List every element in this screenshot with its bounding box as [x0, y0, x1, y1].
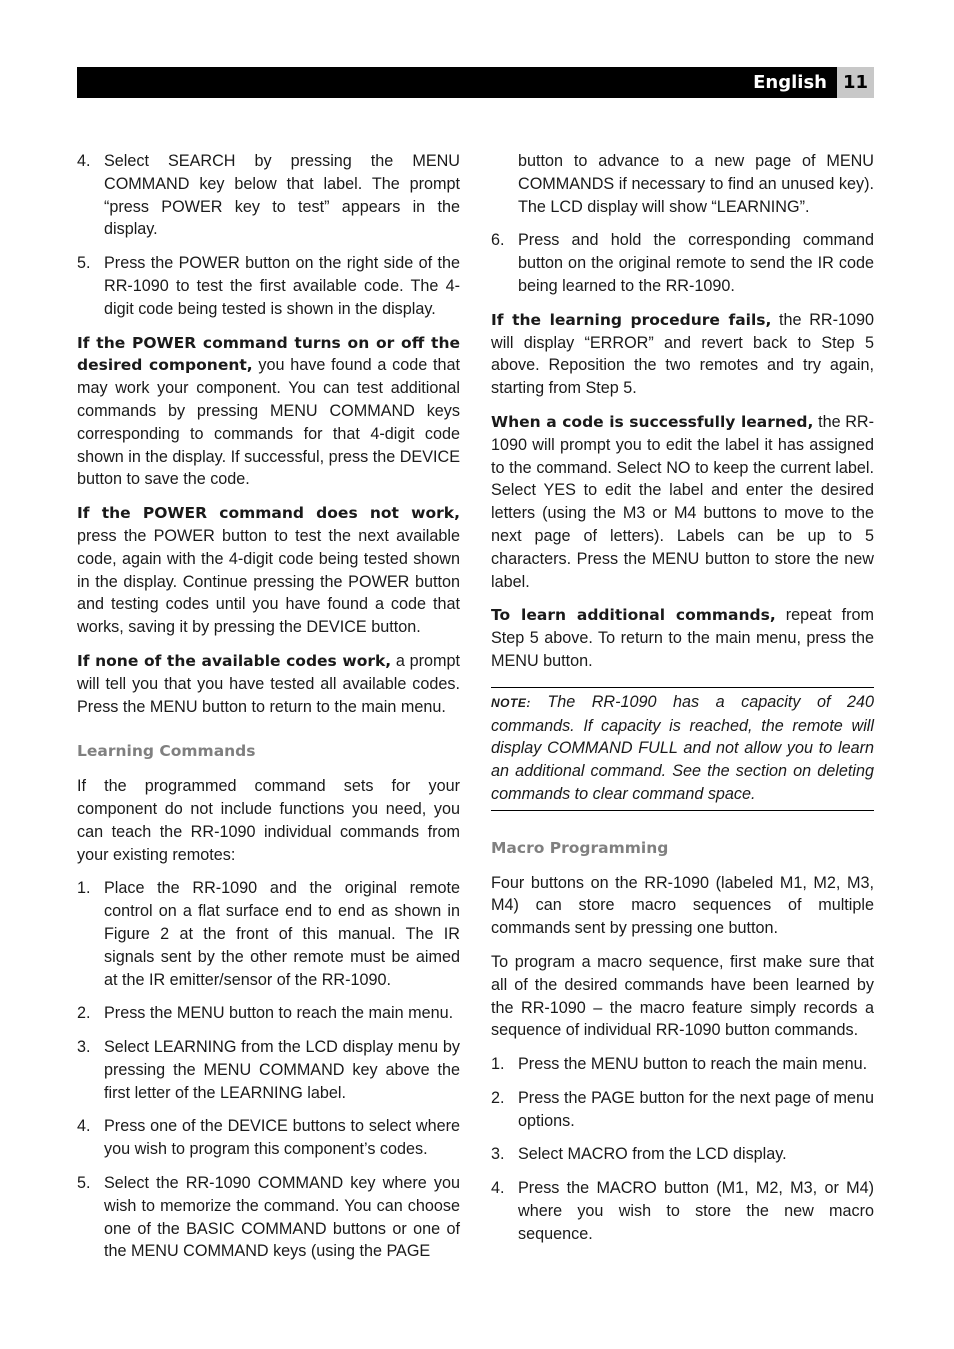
- list-item: 2. Press the PAGE button for the next page of menu options.: [491, 1088, 874, 1130]
- list-item: 2. Press the MENU button to reach the main menu.: [77, 1004, 454, 1023]
- section-heading-macro: Macro Programming: [491, 838, 669, 857]
- macro-intro-2: To program a macro sequence, first make sure that all of the desired commands have been learned by the RR-1090 – the macro feature simply records a sequence of individual RR-1090 button commands.: [491, 952, 874, 1040]
- step-continuation: button to advance to a new page of MENU COMMANDS if necessary to find an unused key). The LCD display will show “LEARNING”.: [518, 152, 874, 216]
- list-item: 6. Press and hold the corresponding command button on the original remote to send the IR code being learned to the RR-1090.: [491, 231, 874, 295]
- list-item: 3. Select LEARNING from the LCD display menu by pressing the MENU COMMAND key above the first letter of the LEARNING label.: [77, 1038, 460, 1102]
- page-number: 11: [837, 67, 874, 98]
- section-heading-learning: Learning Commands: [77, 742, 256, 761]
- note-box: NOTE: The RR-1090 has a capacity of 240 commands. If capacity is reached, the remote will display COMMAND FULL and not allow you to learn an additional command. See the section on deleting commands to clear command space.: [491, 687, 874, 811]
- right-column: [491, 150, 874, 1257]
- list-item: 5. Press the POWER button on the right side of the RR-1090 to test the first available code. The 4-digit code being tested is shown in the display.: [77, 254, 460, 318]
- list-item: 4. Press the MACRO button (M1, M2, M3, or M4) where you wish to store the new macro sequence.: [491, 1179, 874, 1243]
- header-language: English: [753, 72, 827, 93]
- list-item: 4. Press one of the DEVICE buttons to select where you wish to program this component’s codes.: [77, 1117, 460, 1159]
- learning-intro: If the programmed command sets for your component do not include functions you need, you can teach the RR-1090 individual commands from your existing remotes:: [77, 777, 460, 864]
- paragraph-power-on: If the POWER command turns on or off the desired component, you have found a code that may work your component. You can test additional commands by pressing MENU COMMAND keys corresponding to commands for that 4-digit code shown in the display. If successful, press the DEVICE button to save the code.: [77, 333, 460, 489]
- paragraph-none-work: If none of the available codes work, a prompt will tell you that you have tested all available codes. Press the MENU button to return to the main menu.: [77, 651, 460, 716]
- paragraph-learning-fails: If the learning procedure fails, the RR-1090 will display “ERROR” and revert back to Step 5 above. Reposition the two remotes and try again, starting from Step 5.: [491, 310, 874, 398]
- list-item: 1. Press the MENU button to reach the main menu.: [491, 1055, 868, 1074]
- list-item: 1. Place the RR-1090 and the original remote control on a flat surface end to end as shown in Figure 2 at the front of this manual. The IR signals sent by the other remote must be aimed at the IR emitter/sensor of the RR-1090.: [77, 879, 460, 989]
- note-label: NOTE:: [491, 695, 531, 710]
- list-item: 3. Select MACRO from the LCD display.: [491, 1145, 787, 1164]
- list-item: 5. Select the RR-1090 COMMAND key where you wish to memorize the command. You can choose one of the BASIC COMMAND buttons or one of the MENU COMMAND keys (using the PAGE: [77, 1174, 460, 1261]
- paragraph-power-fail: If the POWER command does not work, press the POWER button to test the next available code, again with the 4-digit code being tested shown in the display. Continue pressing the POWER button and testing codes until you have found a code that works, saving it by pressing the DEVICE button.: [77, 504, 460, 637]
- list-item: 4. Select SEARCH by pressing the MENU COMMAND key below that label. The prompt “press POWER key to test” appears in the display.: [77, 152, 460, 239]
- left-column: [77, 150, 460, 1274]
- macro-intro-1: Four buttons on the RR-1090 (labeled M1, M2, M3, M4) can store macro sequences of multiple commands sent by pressing one button.: [491, 873, 874, 938]
- paragraph-learning-success: When a code is successfully learned, the RR-1090 will prompt you to edit the label it has assigned to the command. Select NO to keep the current label. Select YES to edit the label and enter the desired letters (using the M3 or M4 buttons to move to the next page of letters). Labels can be up to 5 characters. Press the MENU button to store the new label.: [491, 412, 874, 591]
- header-bar: [77, 67, 874, 98]
- paragraph-additional: To learn additional commands, repeat from Step 5 above. To return to the main menu, press the MENU button.: [491, 606, 874, 670]
